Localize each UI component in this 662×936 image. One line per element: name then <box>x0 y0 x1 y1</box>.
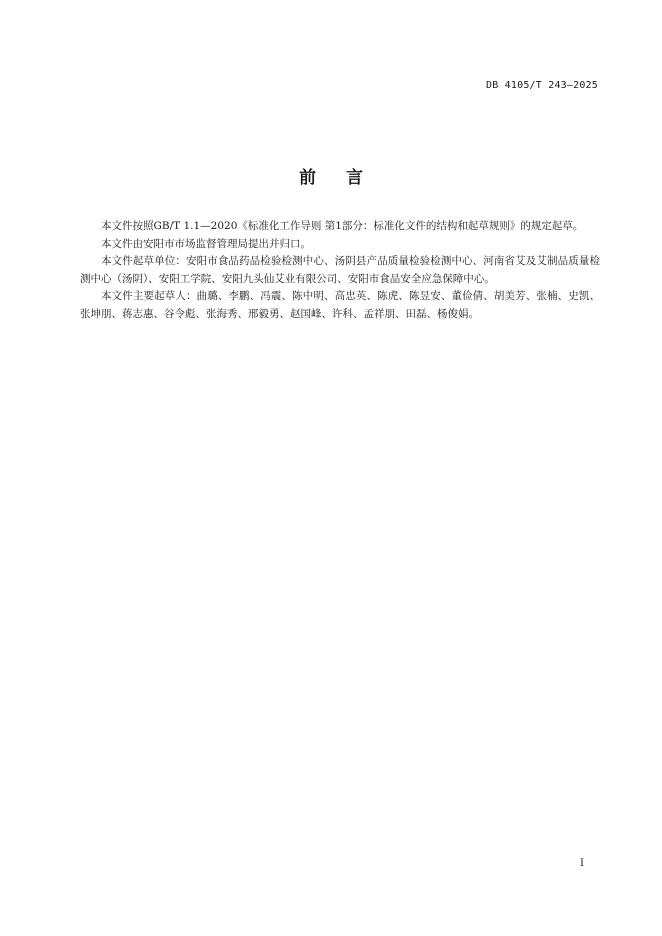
paragraph-drafting-units: 本文件起草单位：安阳市食品药品检验检测中心、汤阴县产品质量检验检测中心、河南省艾及艾制品质量检测中心（汤阴）、安阳工学院、安阳九头仙艾业有限公司、安阳市食品安全应急保障中心。 <box>80 255 600 285</box>
page-number: I <box>580 858 584 869</box>
page-title: 前言 <box>299 168 393 188</box>
paragraph-main-drafters: 本文件主要起草人：曲璐、李鹏、冯震、陈中明、高忠英、陈虎、陈昱安、董俭倩、胡美芳、张楠、史凯、张坤朋、蒋志惠、谷令彪、张海秀、邢毅勇、赵国峰、许科、孟祥朋、田磊、杨俊娟。 <box>80 290 600 320</box>
paragraph-proposer: 本文件由安阳市市场监督管理局提出并归口。 <box>101 237 311 250</box>
document-body <box>80 218 600 323</box>
document-number: DB 4105/T 243—2025 <box>486 80 598 91</box>
paragraph-drafting-rules: 本文件按照GB/T 1.1—2020《标准化工作导则 第1部分：标准化文件的结构和起草规则》的规定起草。 <box>101 220 584 232</box>
